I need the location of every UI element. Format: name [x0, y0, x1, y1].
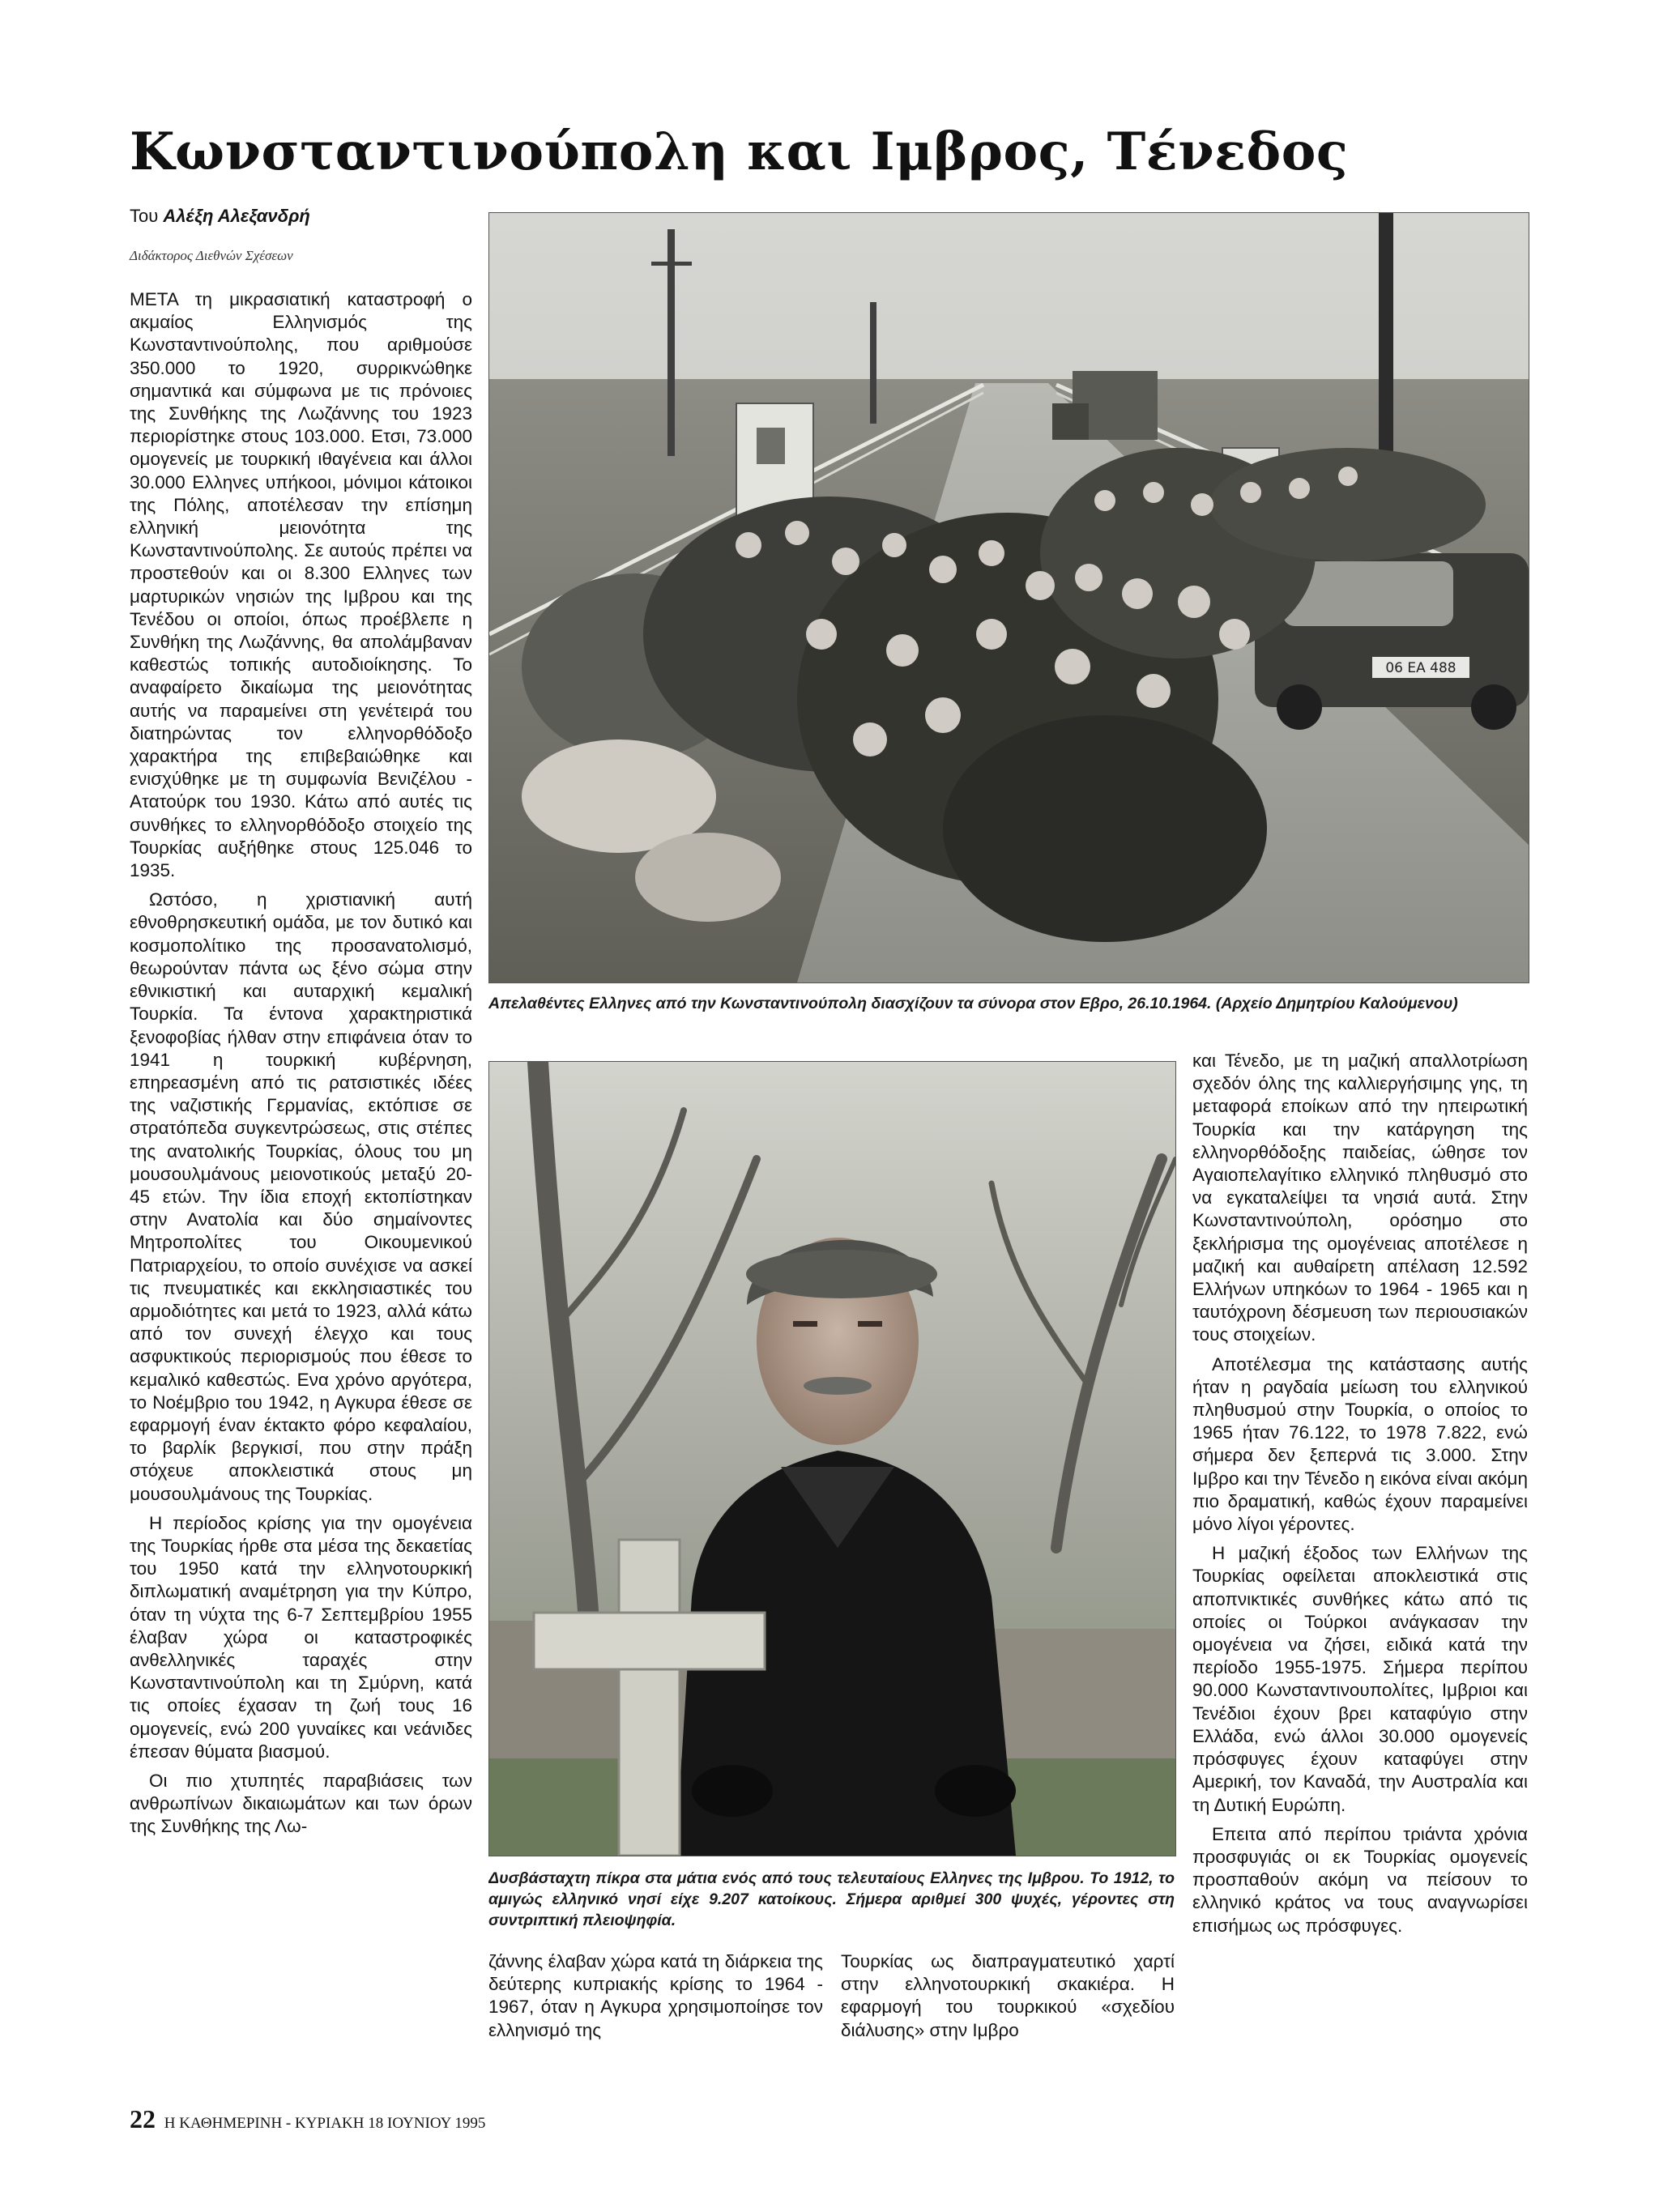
paragraph: Η περίοδος κρίσης για την ομογένεια της Τουρκίας ήρθε στα μέσα της δεκαετίας του 1950 κατά την ελληνοτουρκική διπλωματική αναμέτρηση για την Κύπρο, όταν τη νύχτα της 6-7 Σεπτεμβρίου 1955 έλαβαν χώρα οι καταστροφικές ανθελληνικές ταραχές στην Κωνσταντινούπολη και τη Σμύρνη, κατά τις οποίες έχασαν τη ζωή τους 16 ομογενείς, ενώ 200 γυναίκες και νεάνιδες έπεσαν θύματα βιασμού.: [130, 1512, 472, 1762]
paragraph: ζάννης έλαβαν χώρα κατά τη διάρκεια της δεύτερης κυπριακής κρίσης το 1964 - 1967, όταν η Αγκυρα χρησιμοποίησε τον ελληνισμό της: [488, 1951, 823, 2040]
headline: Κωνσταντινούπολη και Ιμβρος, Τένεδος: [130, 121, 1349, 182]
author-title: Διδάκτορος Διεθνών Σχέσεων: [130, 248, 293, 263]
paragraph: Τουρκίας ως διαπραγματευτικό χαρτί στην ελληνοτουρκική σκακιέρα. Η εφαρμογή του τουρκικού «σχεδίου διάλυσης» στην Ιμβρο: [841, 1951, 1175, 2040]
paragraph: Οι πιο χτυπητές παραβιάσεις των ανθρωπίνων δικαιωμάτων και των όρων της Συνθήκης της Λω-: [130, 1771, 472, 1837]
page-number: 22: [130, 2104, 156, 2133]
article-column-2: [488, 1950, 823, 2048]
paragraph: και Τένεδο, με τη μαζική απαλλοτρίωση σχεδόν όλης της καλλιεργήσιμης γης, τη μεταφορά εποίκων από την ηπειρωτική Τουρκία και την κατάργηση της ελληνορθόδοξης παιδείας, ώθησε τον Αγαιοπελαγίτικο ελληνικό πληθυσμό στο να εγκαταλείψει τα νησιά αυτά. Στην Κωνσταντινούπολη, ορόσημο στο ξεκλήρισμα της ομογένειας αποτέλεσε η μαζική και αυθαίρετη απέλαση 12.592 Ελλήνων υπηκόων το 1964 - 1965 και η ταυτόχρονη δέσμευση των περιουσιακών τους στοιχείων.: [1192, 1051, 1528, 1345]
paragraph: ΜΕΤΑ τη μικρασιατική καταστροφή ο ακμαίος Ελληνισμός της Κωνσταντινούπολης, που αριθμούσε 350.000 το 1920, συρρικνώθηκε σημαντικά και σύμφωνα με τις πρόνοιες της Συνθήκης της Λωζάννης του 1923 περιορίστηκε στους 103.000. Ετσι, 73.000 ομογενείς με τουρκική ιθαγένεια και άλλοι 30.000 Ελληνες υπήκοοι, μόνιμοι κάτοικοι της Πόλης, αποτέλεσαν την επίσημη ελληνική μειονότητα της Κωνσταντινούπολης. Σε αυτούς πρέπει να προστεθούν και οι 8.300 Ελληνες των μαρτυρικών νησιών της Ιμβρου και της Τενέδου οι οποίοι, όπως προέβλεπε η Συνθήκη της Λωζάννης, θα απολάμβαναν καθεστώς τοπικής αυτοδιοίκησης. Το αναφαίρετο δικαίωμα της μειονότητας αυτής να παραμείνει στη γενέτειρά του διατηρώντας τον ελληνορθόδοξο χαρακτήρα της επιβεβαιώθηκε και ενισχύθηκε με τη συμφωνία Βενιζέλου - Ατατούρκ του 1930. Κάτω από αυτές τις συνθήκες το ελληνορθόδοξο στοιχείο της Τουρκίας αυξήθηκε στους 125.046 το 1935.: [130, 289, 472, 881]
paragraph: Επειτα από περίπου τριάντα χρόνια προσφυγιάς οι εκ Τουρκίας ομογενείς προσπαθούν ακόμη να πείσουν το ελληνικό κράτος να τους αναγνωρίσει επισήμως ως πρόσφυγες.: [1192, 1823, 1528, 1936]
photo2-caption: Δυσβάσταχτη πίκρα στα μάτια ενός από τους τελευταίους Ελληνες της Ιμβρου. Το 1912, το αμιγώς ελληνικό νησί είχε 9.207 κατοίκους. Σήμερα αριθμεί 300 ψυχές, γέροντες στη συντριπτική πλειοψηφία.: [488, 1869, 1175, 1929]
publication-line: Η ΚΑΘΗΜΕΡΙΝΗ - ΚΥΡΙΑΚΗ 18 ΙΟΥΝΙΟΥ 1995: [164, 2115, 486, 2132]
author-name: Αλέξη Αλεξανδρή: [163, 206, 310, 226]
photo-imbros-man: [488, 1061, 1176, 1856]
page-footer: [130, 2104, 485, 2134]
article-column-1: [130, 288, 472, 2062]
article-column-4: [1192, 1050, 1528, 2078]
car-plate: 06 EA 488: [1385, 660, 1456, 676]
photo1-caption: Απελαθέντες Ελληνες από την Κωνσταντινούπολη διασχίζουν τα σύνορα στον Εβρο, 26.10.1964. (Αρχείο Δημητρίου Καλούμενου): [488, 995, 1458, 1012]
paragraph: Ωστόσο, η χριστιανική αυτή εθνοθρησκευτική ομάδα, με τον δυτικό και κοσμοπολίτικο της προσανατολισμό, θεωρούνταν πάντα ως ξένο σώμα στην εθνικιστική και αυταρχική κεμαλική Τουρκία. Τα έντονα χαρακτηριστικά ξενοφοβίας ήλθαν στην επιφάνεια όταν το 1941 η τουρκική κυβέρνηση, επηρεασμένη από τις ρατσιστικές ιδέες της ναζιστικής Γερμανίας, εκτόπισε σε στρατόπεδα συγκεντρώσεως, στις στέπες της ανατολικής Τουρκίας, όλους του μη μουσουλμάνους μειονοτικούς μεταξύ 20-45 ετών. Την ίδια εποχή εκτοπίστηκαν στην Ανατολία και δύο σημαίνοντες Μητροπολίτες του Οικουμενικού Πατριαρχείου, το οποίο συνέχισε να ασκεί τις πνευματικές και εκκλησιαστικές του αρμοδιότητες και μετά το 1923, αλλά κάτω από τον συνεχή έλεγχο και τους ασφυκτικούς περιορισμούς που έθεσε το κεμαλικό καθεστώς. Ενα χρόνο αργότερα, το Νοέμβριο του 1942, η Αγκυρα έθεσε σε εφαρμογή έναν έκτακτο φόρο κεφαλαίου, το βαρλίκ βεργκισί, που στην πράξη στόχευε αποκλειστικά στους μη μουσουλμάνους της Τουρκίας.: [130, 889, 472, 1504]
photo-border-crossing: [488, 212, 1529, 983]
byline-prefix: Του: [130, 206, 159, 226]
paragraph: Η μαζική έξοδος των Ελλήνων της Τουρκίας οφείλεται αποκλειστικά στις αποπνικτικές συνθήκες κάτω από τις οποίες οι Τούρκοι ανάγκασαν την ομογένεια να ζήσει, ειδικά κατά την περίοδο 1955-1975. Σήμερα περίπου 90.000 Κωνσταντινουπολίτες, Ιμβριοι και Τενέδιοι έχουν βρει καταφύγιο στην Ελλάδα, ενώ άλλοι 30.000 ομογενείς πρόσφυγες έχουν καταφύγει στην Αμερική, τον Καναδά, την Αυστραλία και τη Δυτική Ευρώπη.: [1192, 1543, 1528, 1815]
article-column-3: [841, 1950, 1175, 2048]
paragraph: Αποτέλεσμα της κατάστασης αυτής ήταν η ραγδαία μείωση του ελληνικού πληθυσμού στην Τουρκία, ο οποίος το 1965 ήταν 76.122, το 1978 7.822, ενώ σήμερα δεν ξεπερνά τις 3.000. Στην Ιμβρο και την Τένεδο η εικόνα είναι ακόμη πιο δραματική, καθώς έχουν παραμείνει μόνο λίγοι γέροντες.: [1192, 1353, 1528, 1535]
byline: [130, 206, 310, 227]
